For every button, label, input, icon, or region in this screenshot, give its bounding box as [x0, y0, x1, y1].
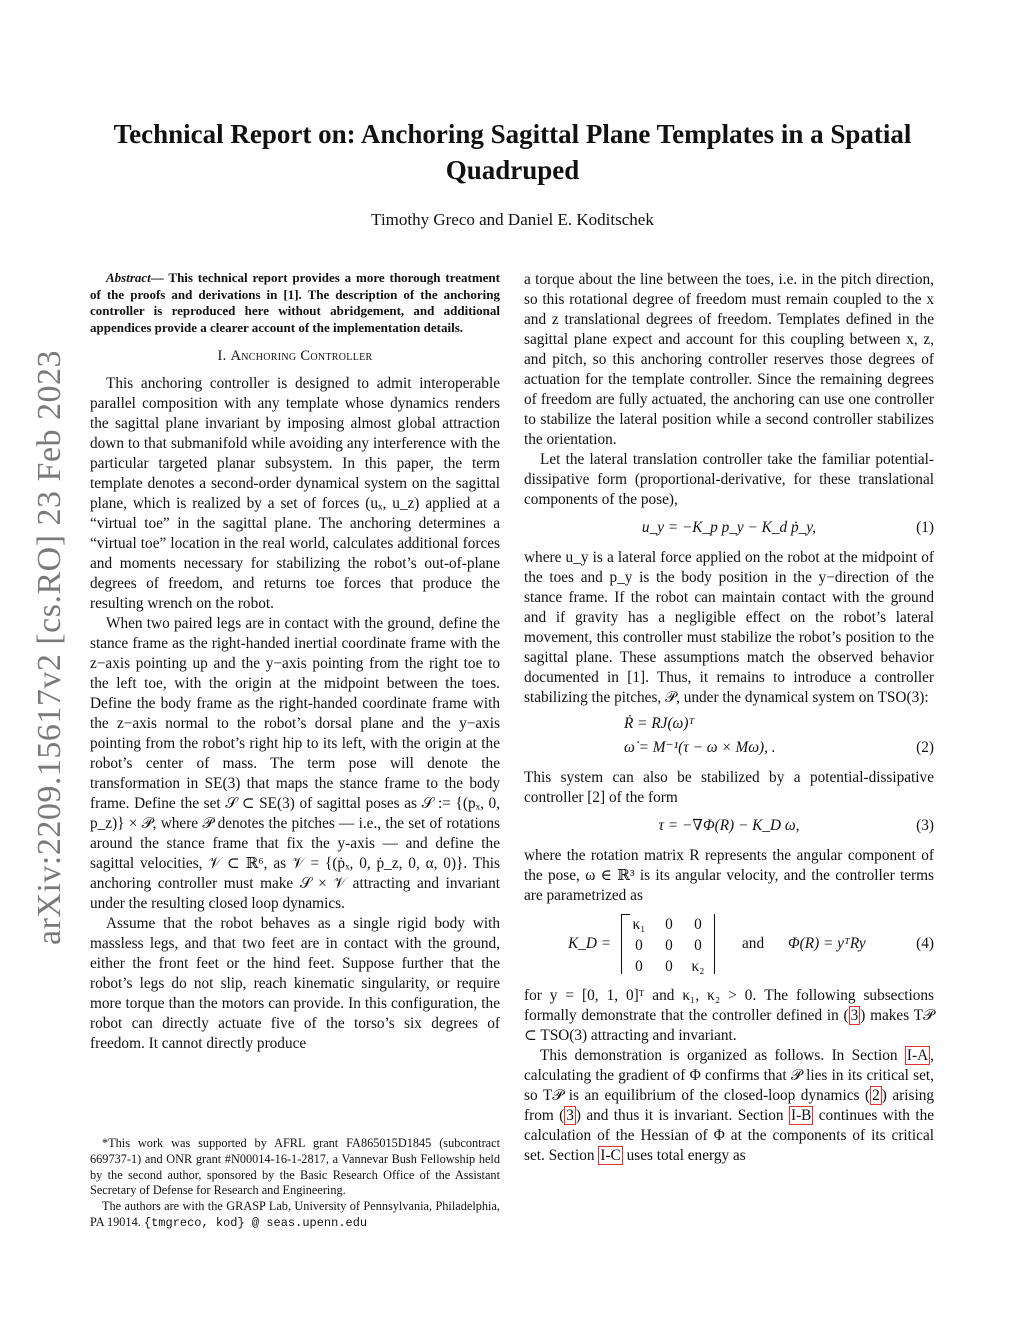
equation-4-number: (4) [916, 935, 934, 952]
section-ref-I-C[interactable]: I-C [600, 1147, 621, 1164]
equation-2-line-1: Ṙ = RJ(ω)ᵀ [624, 715, 695, 732]
equation-3-number: (3) [916, 817, 934, 834]
matrix-cell: 0 [694, 937, 702, 954]
footnote-funding: *This work was supported by AFRL grant FA865015D1845 (subcontract 669737-1) and ONR grant #N00014-16-1-2817, a Vannevar Bush Fellowship held by the second author, sponsored by the Basic Research Office of the Assistant Secretary of Defense for Research and Engineering. [90, 1136, 500, 1198]
section-ref-I-B[interactable]: I-B [790, 1107, 812, 1124]
paragraph-right-7 [524, 1046, 934, 1166]
paragraph-right-1: a torque about the line between the toes, i.e. in the pitch direction, so this rotational degree of freedom must remain coupled to the x and z translational degrees of freedom. Templates defined in the sagittal plane expect and account for this coupling between x, z, and pitch, so this anchoring controller reserves those degrees of actuation for the template controller. Since the remaining degrees of freedom are fully actuated, the anchoring can use one controller to stabilize the lateral position while a second controller stabilizes the orientation. [524, 271, 934, 448]
paragraph-left-2: When two paired legs are in contact with the ground, define the stance frame as the right-handed inertial coordinate frame with the z−axis pointing up and the y−axis pointing from the right toe to the left toe, with the origin at the midpoint between the toes. Define the body frame as the right-handed coordinate frame with the z−axis normal to the robot’s dorsal plane and the y−axis pointing from the robot’s right hip to its left, with the origin at the robot’s center of mass. The term pose will denote the transformation in SE(3) that maps the stance frame to the body frame. Define the set 𝒮 ⊂ SE(3) of sagittal poses as 𝒮 := {(pₓ, 0, p_z)} × 𝒫, where 𝒫 denotes the pitches — i.e., the set of rotations around the stance frame that fix the y-axis — and define the sagittal velocities, 𝒱 ⊂ ℝ⁶, as 𝒱 = {(ṗₓ, 0, ṗ_z, 0, α, 0)}. This anchoring controller must make 𝒮 × 𝒱 attracting and invariant under the resulting closed loop dynamics. [90, 615, 500, 913]
equation-4-lhs: K_D = [568, 935, 612, 952]
matrix-cell: 0 [665, 916, 673, 933]
section-ref-I-A[interactable]: I-A [906, 1047, 929, 1064]
paper-title: Technical Report on: Anchoring Sagittal Plane Templates in a Spatial Quadruped [113, 119, 912, 185]
matrix-cell: 0 [665, 937, 673, 954]
section-title: Anchoring Controller [230, 348, 373, 365]
paper-authors: Timothy Greco and Daniel E. Koditschek [371, 210, 654, 229]
right-column [524, 270, 934, 1166]
p7-text-a: This demonstration is organized as follows. In Section [540, 1047, 905, 1064]
matrix-cell: 0 [665, 958, 673, 975]
paragraph-right-2: Let the lateral translation controller take the familiar potential-dissipative form (proportional-derivative, for these translational components of the pose), [524, 451, 934, 508]
equation-ref-2[interactable]: 2 [872, 1087, 880, 1104]
equation-ref-3b[interactable]: 3 [566, 1107, 574, 1124]
arxiv-stamp: arXiv:2209.15617v2 [cs.RO] 23 Feb 2023 [31, 349, 68, 945]
paragraph-right-5: where the rotation matrix R represents the angular component of the pose, ω ∈ ℝ³ is its angular velocity, and the controller terms are parametrized as [524, 847, 934, 904]
equation-2-number: (2) [916, 739, 934, 756]
paragraph-left-3: Assume that the robot behaves as a single rigid body with massless legs, and that two feet are in contact with the ground, either the front feet or the hind feet. Suppose further that the robot’s legs do not slip, reach kinematic singularity, or require more torque than the motors can provide. In this configuration, the robot can directly actuate five of the torso’s six degrees of freedom. It cannot directly produce [90, 915, 500, 1053]
section-heading [90, 346, 500, 366]
p7-text-b: , calculating the gradient of Φ confirms that 𝒫 lies in its critical set, so T𝒫 is an equilibrium of the closed-loop dynamics ( [524, 1047, 934, 1104]
footnote-affiliation-text: The authors are with the GRASP Lab, University of Pennsylvania, Philadelphia, PA 19014. [90, 1199, 500, 1229]
p6-text-b: ) makes T𝒫 ⊂ TSO(3) attracting and invariant. [524, 1007, 935, 1044]
paragraph-right-4: This system can also be stabilized by a potential-dissipative controller [2] of the form [524, 769, 934, 806]
matrix-cell: κ₂ [691, 958, 705, 975]
equation-1-number: (1) [916, 519, 934, 536]
equation-4-and: and [742, 935, 765, 952]
matrix-cell: 0 [635, 937, 643, 954]
paragraph-right-3: where u_y is a lateral force applied on the robot at the midpoint of the toes and p_y is the body position in the y−direction of the stance frame. If the robot can maintain contact with the ground and if gravity has a negligible effect on the robot’s lateral movement, this controller must stabilize the robot’s position to the sagittal plane. These assumptions match the observed behavior documented in [1]. Thus, it remains to introduce a controller stabilizing the pitches, 𝒫, under the dynamical system on TSO(3): [524, 549, 934, 706]
matrix-grid [624, 915, 712, 977]
equation-2-line-2: ω̇ = M⁻¹(τ − ω × Mω), . [624, 739, 776, 756]
p7-text-e: continues with the calculation of the Hessian of Φ at the components of its critical set. Section [524, 1107, 935, 1164]
equation-ref-3[interactable]: 3 [850, 1007, 859, 1024]
equation-1 [524, 518, 934, 540]
equation-4 [524, 912, 934, 978]
p7-text-d: ) and thus it is invariant. Section [575, 1107, 789, 1124]
paragraph-right-6 [524, 986, 934, 1046]
author-emails: {tmgreco, kod} @ seas.upenn.edu [143, 1215, 368, 1230]
equation-3-body: τ = −∇Φ(R) − K_D ω, [658, 817, 800, 834]
abstract-text: — This technical report provides a more thorough treatment of the proofs and derivations in [1]. The description of the anchoring controller is reproduced here without abridgement, and additional appendices provide a clearer account of the implementation details. [90, 270, 500, 335]
p6-text-a: for y = [0, 1, 0]ᵀ and κ₁, κ₂ > 0. The following subsections formally demonstrate that the controller defined in ( [524, 987, 934, 1024]
matrix-cell: κ₁ [632, 916, 646, 933]
abstract-label: Abstract [106, 270, 151, 285]
equation-1-body: u_y = −K_p p_y − K_d ṗ_y, [641, 519, 817, 536]
left-column [90, 270, 500, 1054]
footnote-affiliation [90, 1199, 500, 1232]
p7-text-f: uses total energy as [622, 1147, 746, 1164]
p7-text-c: ) arising from ( [524, 1087, 934, 1124]
equation-4-phi: Φ(R) = yᵀRy [788, 935, 866, 952]
matrix-cell: 0 [635, 958, 643, 975]
matrix-cell: 0 [694, 916, 702, 933]
abstract [90, 270, 500, 336]
equation-2 [524, 714, 934, 760]
section-number: I. [217, 348, 227, 365]
paragraph-left-1: This anchoring controller is designed to admit interoperable parallel composition with any template whose dynamics renders the sagittal plane invariant by imposing almost global attraction down to that submanifold while avoiding any interference with the particular targeted planar subsystem. In this paper, the term template denotes a second-order dynamical system on the sagittal plane, which is realized by a set of forces (uₓ, u_z) applied at a “virtual toe” in the sagittal plane. The anchoring determines a “virtual toe” location in the real world, calculates additional forces and moments necessary for stabilizing the robot’s out-of-plane degrees of freedom, and returns toe forces that produce the resulting wrench on the robot. [90, 375, 500, 613]
footnotes [90, 1136, 500, 1232]
equation-3 [524, 816, 934, 838]
